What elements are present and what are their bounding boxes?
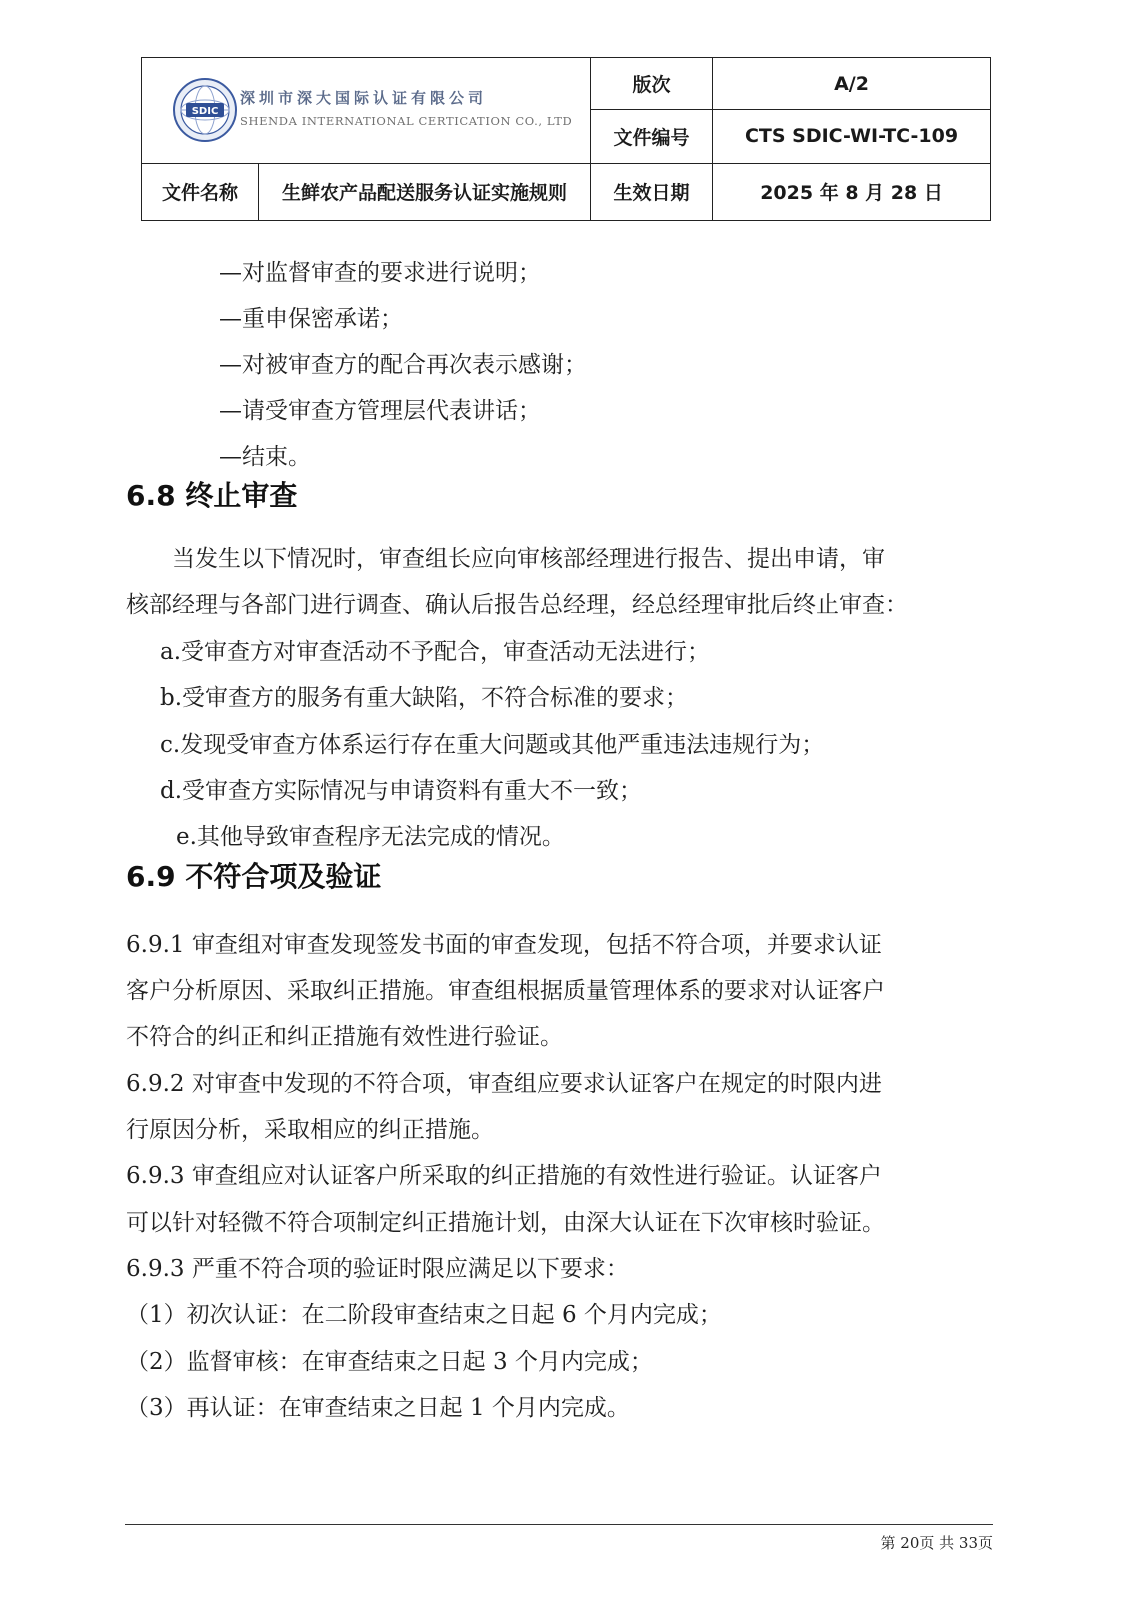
paragraph-line: 6.9.2 对审查中发现的不符合项，审查组应要求认证客户在规定的时限内进 <box>126 1071 882 1097</box>
list-item: —重申保密承诺； <box>219 306 403 332</box>
effective-date-value: 2025 年 8 月 28 日 <box>713 163 991 220</box>
document-header-table <box>141 57 991 221</box>
paragraph-line: 当发生以下情况时，审查组长应向审核部经理进行报告、提出申请，审 <box>172 546 885 572</box>
list-item: c.发现受审查方体系运行存在重大问题或其他严重违法违规行为； <box>160 732 825 758</box>
list-item: —对监督审查的要求进行说明； <box>219 260 541 286</box>
list-item: e.其他导致审查程序无法完成的情况。 <box>176 824 565 850</box>
paragraph-line: 不符合的纠正和纠正措施有效性进行验证。 <box>126 1024 563 1050</box>
doc-name-label: 文件名称 <box>142 163 259 220</box>
list-item: d.受审查方实际情况与申请资料有重大不一致； <box>160 778 643 804</box>
effective-date-label: 生效日期 <box>591 163 713 220</box>
company-logo-cell <box>142 58 591 164</box>
paragraph-line: 客户分析原因、采取纠正措施。审查组根据质量管理体系的要求对认证客户 <box>126 978 885 1004</box>
doc-number-value: CTS SDIC-WI-TC-109 <box>713 110 991 163</box>
paragraph-line: 可以针对轻微不符合项制定纠正措施计划，由深大认证在下次审核时验证。 <box>126 1210 885 1236</box>
version-label: 版次 <box>591 58 713 110</box>
paragraph-line: 核部经理与各部门进行调查、确认后报告总经理，经总经理审批后终止审查： <box>126 592 908 618</box>
page-number: 第 20页 共 33页 <box>880 1534 993 1552</box>
doc-number-label: 文件编号 <box>591 110 713 163</box>
list-item: b.受审查方的服务有重大缺陷，不符合标准的要求； <box>160 685 689 711</box>
footer-divider <box>125 1524 993 1525</box>
section-heading-6-9: 6.9 不符合项及验证 <box>126 860 382 893</box>
list-item: a.受审查方对审查活动不予配合，审查活动无法进行； <box>160 639 711 665</box>
paragraph-line: 6.9.1 审查组对审查发现签发书面的审查发现，包括不符合项，并要求认证 <box>126 932 882 958</box>
section-heading-6-8: 6.8 终止审查 <box>126 479 298 512</box>
list-item: （1）初次认证：在二阶段审查结束之日起 6 个月内完成； <box>126 1302 722 1328</box>
company-seal-logo <box>172 77 238 143</box>
company-name-en: SHENDA INTERNATIONAL CERTICATION CO., LTD <box>240 113 573 128</box>
paragraph-line: 行原因分析，采取相应的纠正措施。 <box>126 1117 494 1143</box>
list-item: （2）监督审核：在审查结束之日起 3 个月内完成； <box>126 1349 653 1375</box>
svg-text:SDIC: SDIC <box>191 106 219 118</box>
version-value: A/2 <box>713 58 991 110</box>
paragraph-line: 6.9.3 严重不符合项的验证时限应满足以下要求： <box>126 1256 629 1282</box>
list-item: —对被审查方的配合再次表示感谢； <box>219 352 587 378</box>
paragraph-line: 6.9.3 审查组应对认证客户所采取的纠正措施的有效性进行验证。认证客户 <box>126 1163 882 1189</box>
list-item: （3）再认证：在审查结束之日起 1 个月内完成。 <box>126 1395 630 1421</box>
doc-name-value: 生鲜农产品配送服务认证实施规则 <box>259 163 591 220</box>
list-item: —结束。 <box>219 444 311 470</box>
company-name-cn: 深圳市深大国际认证有限公司 <box>240 88 488 107</box>
list-item: —请受审查方管理层代表讲话； <box>219 398 541 424</box>
